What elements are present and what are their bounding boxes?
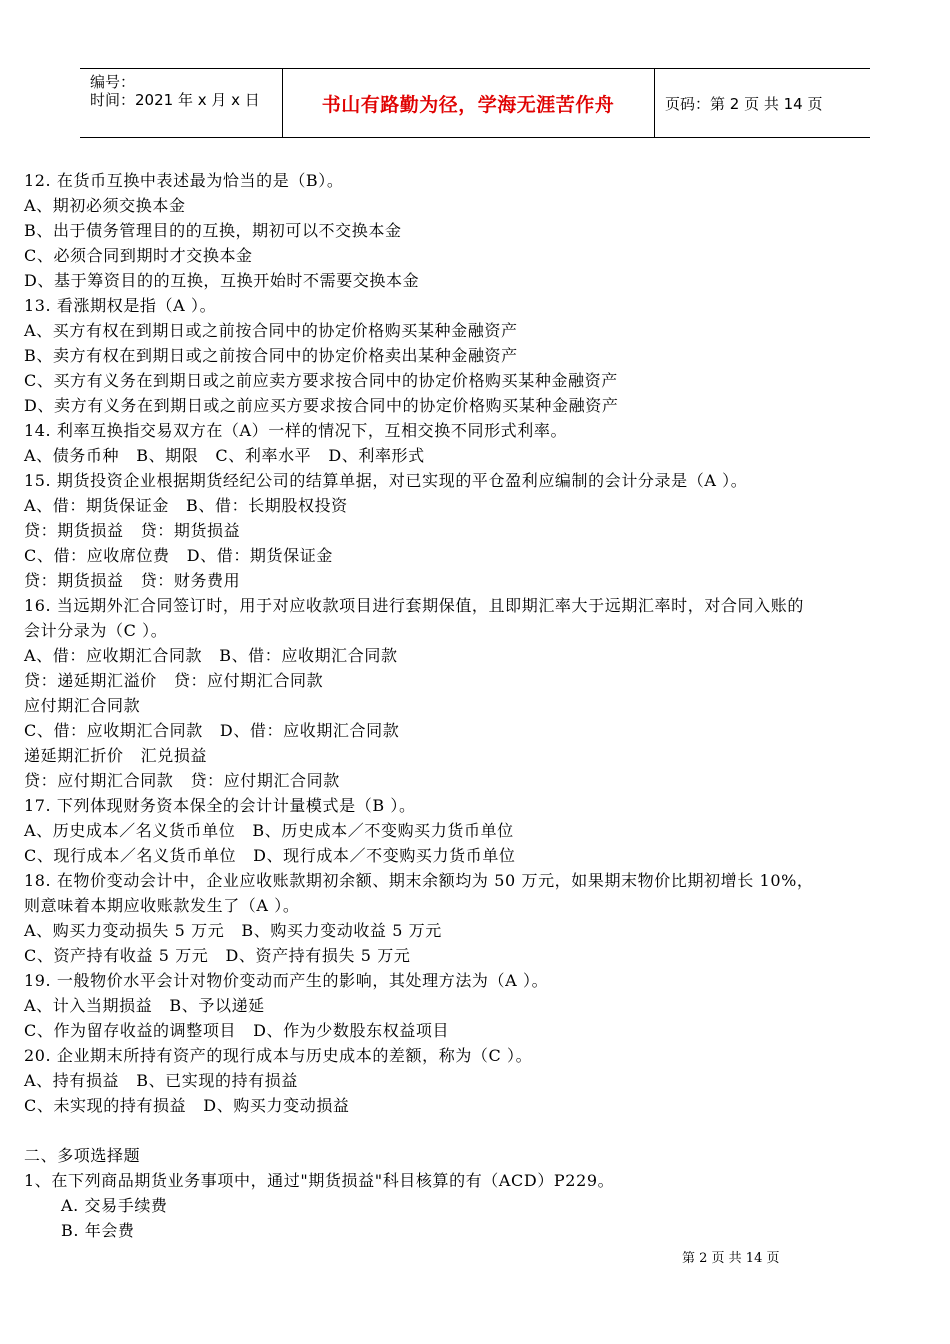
document-number-label: 编号： [90, 73, 136, 91]
text-line: A、借：应收期汇合同款 B、借：应收期汇合同款 [24, 646, 398, 665]
text-line: 12. 在货币互换中表述最为恰当的是（B）。 [24, 171, 344, 190]
text-line: C、买方有义务在到期日或之前应卖方要求按合同中的协定价格购买某种金融资产 [24, 371, 618, 390]
text-line: 贷：期货损益 贷：财务费用 [24, 571, 241, 590]
option-line: A. 交易手续费 [61, 1196, 168, 1215]
text-line: A、债务币种 B、期限 C、利率水平 D、利率形式 [24, 446, 425, 465]
text-line: 1、在下列商品期货业务事项中，通过"期货损益"科目核算的有（ACD）P229。 [24, 1171, 615, 1190]
text-line: D、卖方有义务在到期日或之前应买方要求按合同中的协定价格购买某种金融资产 [24, 396, 619, 415]
header-page-cell [655, 69, 870, 137]
text-line: C、必须合同到期时才交换本金 [24, 246, 253, 265]
text-line: C、借：应收期汇合同款 D、借：应收期汇合同款 [24, 721, 400, 740]
text-line: C、未实现的持有损益 D、购买力变动损益 [24, 1096, 350, 1115]
text-line: 18. 在物价变动会计中，企业应收账款期初余额、期末余额均为 50 万元，如果期末物价比期初增长 10%， [24, 871, 814, 890]
text-line: 贷：应付期汇合同款 贷：应付期汇合同款 [24, 771, 340, 790]
option-line: B. 年会费 [61, 1221, 135, 1240]
text-line: C、现行成本／名义货币单位 D、现行成本／不变购买力货币单位 [24, 846, 516, 865]
text-line: C、作为留存收益的调整项目 D、作为少数股东权益项目 [24, 1021, 450, 1040]
text-line: B、卖方有权在到期日或之前按合同中的协定价格卖出某种金融资产 [24, 346, 518, 365]
text-line: 17. 下列体现财务资本保全的会计计量模式是（B ）。 [24, 796, 416, 815]
text-line: B、出于债务管理目的的互换，期初可以不交换本金 [24, 221, 402, 240]
text-line: 应付期汇合同款 [24, 696, 141, 715]
blank-line [24, 1118, 929, 1143]
text-line: A、借：期货保证金 B、借：长期股权投资 [24, 496, 348, 515]
header-motto-cell [282, 69, 655, 137]
page-footer: 第 2 页 共 14 页 [682, 1251, 780, 1266]
header-page-number: 页码：第 2 页 共 14 页 [665, 94, 823, 113]
text-line: A、历史成本／名义货币单位 B、历史成本／不变购买力货币单位 [24, 821, 514, 840]
text-line: D、基于筹资目的的互换，互换开始时不需要交换本金 [24, 271, 420, 290]
text-line: C、借：应收席位费 D、借：期货保证金 [24, 546, 333, 565]
text-line: 15. 期货投资企业根据期货经纪公司的结算单据，对已实现的平仓盈利应编制的会计分录是（A ）。 [24, 471, 748, 490]
page-header [80, 68, 870, 138]
text-line: A、买方有权在到期日或之前按合同中的协定价格购买某种金融资产 [24, 321, 518, 340]
text-line: C、资产持有收益 5 万元 D、资产持有损失 5 万元 [24, 946, 411, 965]
text-line: A、计入当期损益 B、予以递延 [24, 996, 265, 1015]
text-line: 13. 看涨期权是指（A ）。 [24, 296, 217, 315]
text-line: 16. 当远期外汇合同签订时，用于对应收款项目进行套期保值，且即期汇率大于远期汇率时，对合同入账的 [24, 596, 804, 615]
text-line: 20. 企业期末所持有资产的现行成本与历史成本的差额，称为（C ）。 [24, 1046, 533, 1065]
header-info-cell [80, 69, 283, 137]
text-line: A、持有损益 B、已实现的持有损益 [24, 1071, 298, 1090]
text-line: A、购买力变动损失 5 万元 B、购买力变动收益 5 万元 [24, 921, 442, 940]
section-heading: 二、多项选择题 [24, 1146, 141, 1165]
text-line: 14. 利率互换指交易双方在（A）一样的情况下，互相交换不同形式利率。 [24, 421, 568, 440]
document-body [24, 168, 929, 1243]
header-motto: 书山有路勤为径，学海无涯苦作舟 [321, 93, 615, 116]
text-line: 会计分录为（C ）。 [24, 621, 168, 640]
text-line: 贷：期货损益 贷：期货损益 [24, 521, 241, 540]
document-date-label: 时间：2021 年 x 月 x 日 [90, 91, 260, 109]
text-line: 则意味着本期应收账款发生了（A ）。 [24, 896, 300, 915]
text-line: 递延期汇折价 汇兑损益 [24, 746, 208, 765]
text-line: A、期初必须交换本金 [24, 196, 186, 215]
text-line: 19. 一般物价水平会计对物价变动而产生的影响，其处理方法为（A ）。 [24, 971, 549, 990]
text-line: 贷：递延期汇溢价 贷：应付期汇合同款 [24, 671, 324, 690]
